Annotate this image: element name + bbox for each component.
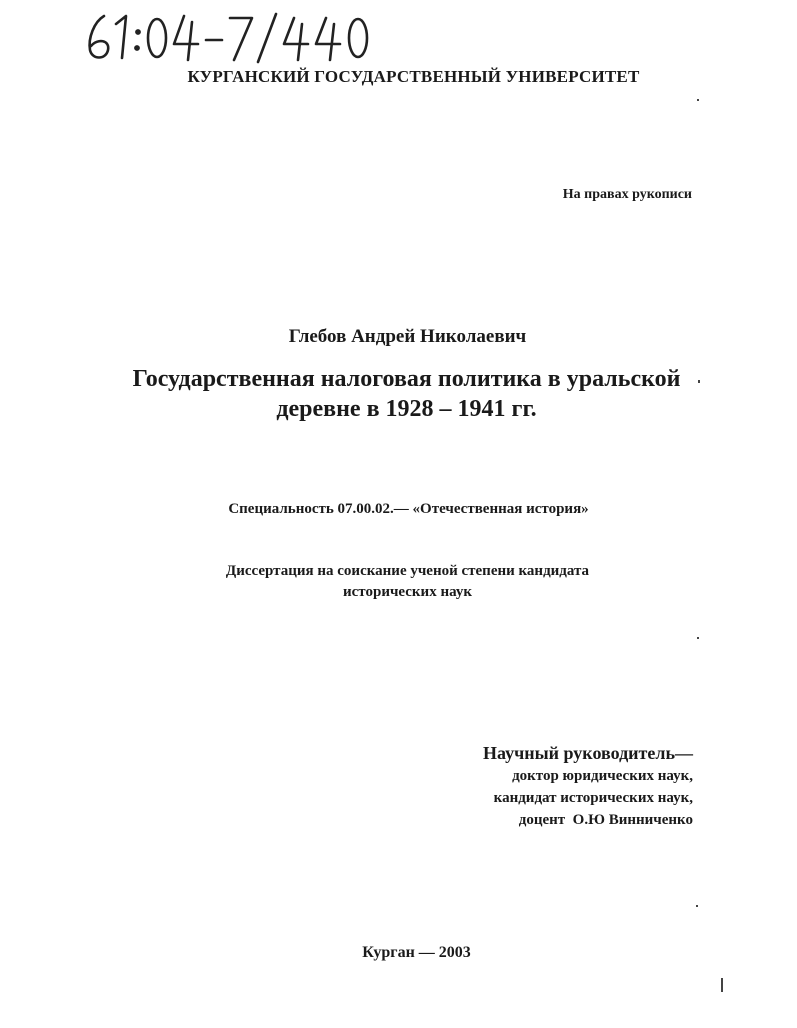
scan-speck	[696, 905, 698, 907]
title-line-2: деревне в 1928 – 1941 гг.	[276, 396, 537, 422]
specialty-line: Специальность 07.00.02.— «Отечественная история»	[228, 501, 589, 517]
degree-line-1: Диссертация на соискание ученой степени кандидата	[225, 563, 590, 579]
supervisor-degree-2: кандидат исторических наук,	[493, 790, 693, 806]
supervisor-position-name: доцент О.Ю Винниченко	[518, 812, 693, 828]
scan-speck	[698, 380, 700, 383]
manuscript-rights-note: На правах рукописи	[562, 187, 692, 202]
place-and-year: Курган — 2003	[362, 944, 471, 961]
handwritten-archive-code	[82, 8, 382, 64]
supervisor-block	[483, 742, 693, 831]
dissertation-degree	[0, 561, 797, 603]
supervisor-label: Научный руководитель—	[483, 743, 693, 763]
university-name: КУРГАНСКИЙ ГОСУДАРСТВЕННЫЙ УНИВЕРСИТЕТ	[187, 67, 640, 86]
supervisor-degree-1: доктор юридических наук,	[512, 768, 693, 784]
scan-speck	[697, 99, 699, 101]
dissertation-title	[0, 364, 797, 424]
scan-speck	[697, 637, 699, 639]
title-line-1: Государственная налоговая политика в уральской	[132, 366, 681, 392]
author-name: Глебов Андрей Николаевич	[288, 326, 527, 347]
scan-speck	[721, 978, 723, 992]
degree-line-2: исторических наук	[343, 584, 472, 600]
